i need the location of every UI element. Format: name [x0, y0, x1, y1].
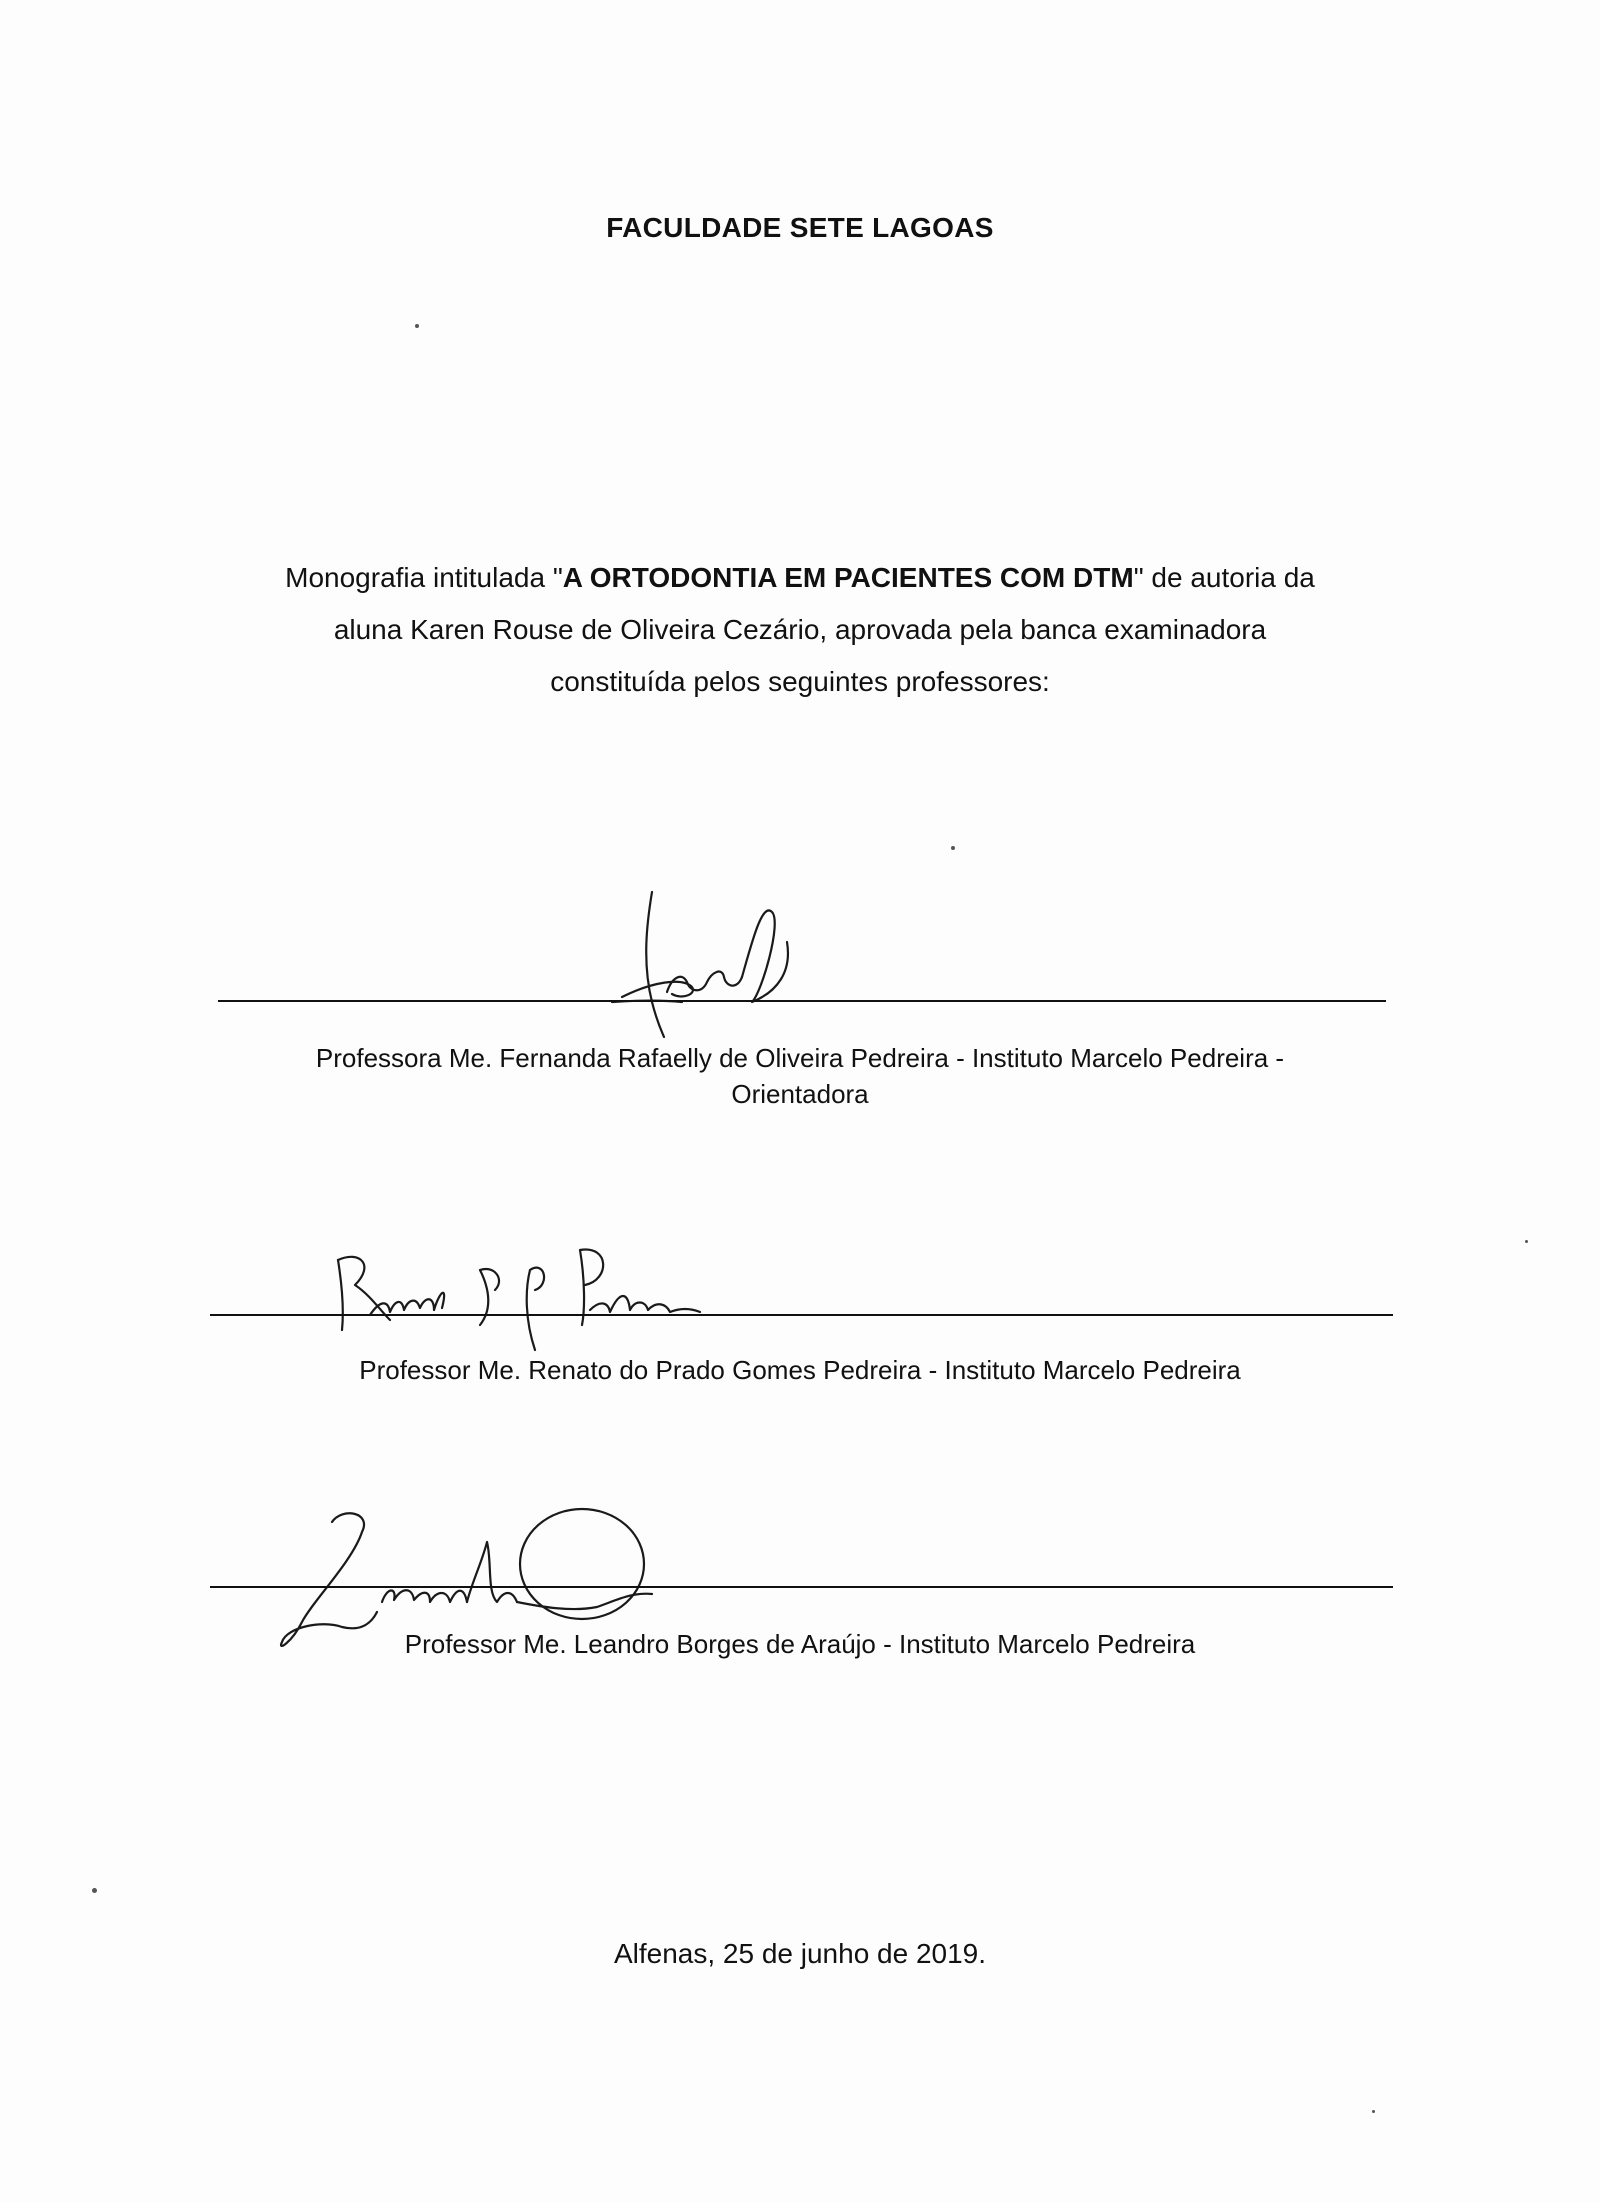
examiner-1-name: Professora Me. Fernanda Rafaelly de Oliveira Pedreira - Instituto Marcelo Pedreira -: [315, 1043, 1285, 1073]
statement-line-2: aluna Karen Rouse de Oliveira Cezário, aprovada pela banca examinadora: [333, 614, 1267, 645]
examiner-2-name: Professor Me. Renato do Prado Gomes Pedreira - Instituto Marcelo Pedreira: [359, 1355, 1241, 1385]
institution-name: FACULDADE SETE LAGOAS: [606, 212, 994, 243]
examiner-caption-2: [0, 1352, 1600, 1388]
signature-line-1: [218, 1000, 1386, 1002]
statement-prefix: Monografia intitulada ": [285, 562, 563, 593]
monograph-title: A ORTODONTIA EM PACIENTES COM DTM: [562, 562, 1134, 593]
scan-speck: [92, 1888, 97, 1893]
statement-suffix: " de autoria da: [1133, 562, 1315, 593]
scan-speck: [415, 324, 419, 328]
handwritten-signature-1: [612, 882, 812, 1042]
examiner-1-role: Orientadora: [731, 1079, 869, 1109]
examiner-3-name: Professor Me. Leandro Borges de Araújo - Instituto Marcelo Pedreira: [404, 1629, 1196, 1659]
handwritten-signature-2: [330, 1230, 710, 1350]
scan-speck: [1372, 2110, 1375, 2113]
statement-line-1: [180, 552, 1420, 604]
examiner-caption-1: [0, 1040, 1600, 1112]
signature-line-2: [210, 1314, 1393, 1316]
examiner-caption-3: [0, 1626, 1600, 1662]
scan-speck: [1525, 1240, 1528, 1243]
statement-line-3: constituída pelos seguintes professores:: [550, 666, 1050, 697]
signature-line-3: [210, 1586, 1393, 1588]
approval-statement: [180, 552, 1420, 708]
scan-speck: [951, 846, 955, 850]
place-and-date: Alfenas, 25 de junho de 2019.: [613, 1938, 987, 1969]
